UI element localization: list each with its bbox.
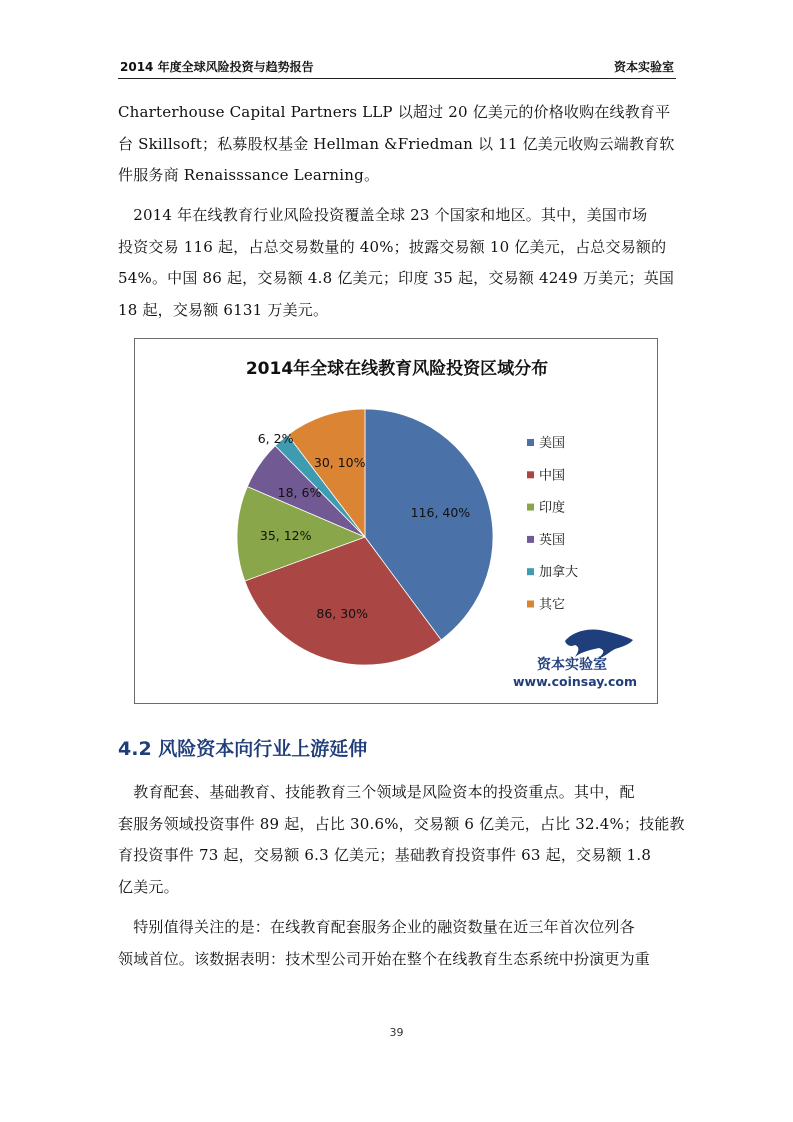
watermark-url: www.coinsay.com (513, 674, 638, 689)
legend-swatch (527, 536, 534, 543)
pie-data-label: 116, 40% (410, 505, 471, 521)
pie-data-label: 30, 10% (313, 454, 366, 470)
legend-swatch (527, 439, 534, 446)
page-header (118, 58, 676, 79)
paragraph-line: 领域首位。该数据表明：技术型公司开始在整个在线教育生态系统中扮演更为重 (118, 949, 651, 968)
legend-swatch (527, 504, 534, 511)
paragraph-regional-stats (118, 200, 674, 326)
watermark-logo (513, 629, 637, 689)
paragraph-line: 18 起，交易额 6131 万美元。 (118, 300, 329, 319)
legend-swatch (527, 568, 534, 575)
legend-label: 印度 (539, 500, 566, 516)
header-report-title: 2014 年度全球风险投资与趋势报告 (120, 60, 314, 74)
paragraph-line: 投资交易 116 起，占总交易数量的 40%；披露交易额 10 亿美元，占总交易额的 (118, 237, 667, 256)
legend-swatch (527, 601, 534, 608)
paragraph-focus-areas (118, 777, 685, 903)
pie-data-label: 35, 12% (259, 527, 312, 543)
legend-label: 加拿大 (539, 565, 579, 581)
paragraph-line: 特别值得关注的是：在线教育配套服务企业的融资数量在近三年首次位列各 (118, 918, 635, 936)
page-number: 39 (389, 1026, 404, 1039)
chart-title: 2014年全球在线教育风险投资区域分布 (245, 359, 549, 379)
pie-data-label: 86, 30% (316, 606, 369, 621)
paragraph-line: 台 Skillsoft；私募股权基金 Hellman &Friedman 以 11 亿美元收购云端教育软 (118, 134, 675, 153)
paragraph-acquisitions (118, 97, 674, 192)
section-heading: 4.2 风险资本向行业上游延伸 (118, 738, 368, 760)
header-brand: 资本实验室 (613, 60, 674, 74)
pie-chart (135, 339, 657, 703)
legend-label: 其它 (539, 597, 566, 613)
paragraph-line: 教育配套、基础教育、技能教育三个领域是风险资本的投资重点。其中，配 (118, 783, 635, 801)
pie-chart-container (134, 338, 658, 704)
paragraph-line: 件服务商 Renaisssance Learning。 (118, 166, 380, 184)
pie-data-label: 6, 2% (257, 431, 294, 447)
legend-swatch (527, 471, 534, 478)
paragraph-line: Charterhouse Capital Partners LLP 以超过 20 亿美元的价格收购在线教育平 (118, 103, 671, 121)
paragraph-line: 育投资事件 73 起，交易额 6.3 亿美元；基础教育投资事件 63 起，交易额 1.8 (118, 846, 652, 864)
paragraph-line: 亿美元。 (118, 877, 179, 896)
paragraph-notable (118, 912, 674, 975)
paragraph-line: 54%。中国 86 起，交易额 4.8 亿美元；印度 35 起，交易额 4249 万美元；英国 (118, 269, 675, 287)
legend-label: 英国 (539, 532, 566, 548)
cheetah-icon (565, 629, 633, 659)
paragraph-line: 2014 年在线教育行业风险投资覆盖全球 23 个国家和地区。其中，美国市场 (118, 206, 648, 224)
legend-label: 中国 (539, 468, 566, 484)
paragraph-line: 套服务领域投资事件 89 起，占比 30.6%，交易额 6 亿美元，占比 32.4%；技能教 (118, 814, 685, 833)
legend-label: 美国 (539, 436, 566, 451)
watermark-brand: 资本实验室 (537, 657, 607, 673)
pie-data-label: 18, 6% (277, 485, 322, 501)
